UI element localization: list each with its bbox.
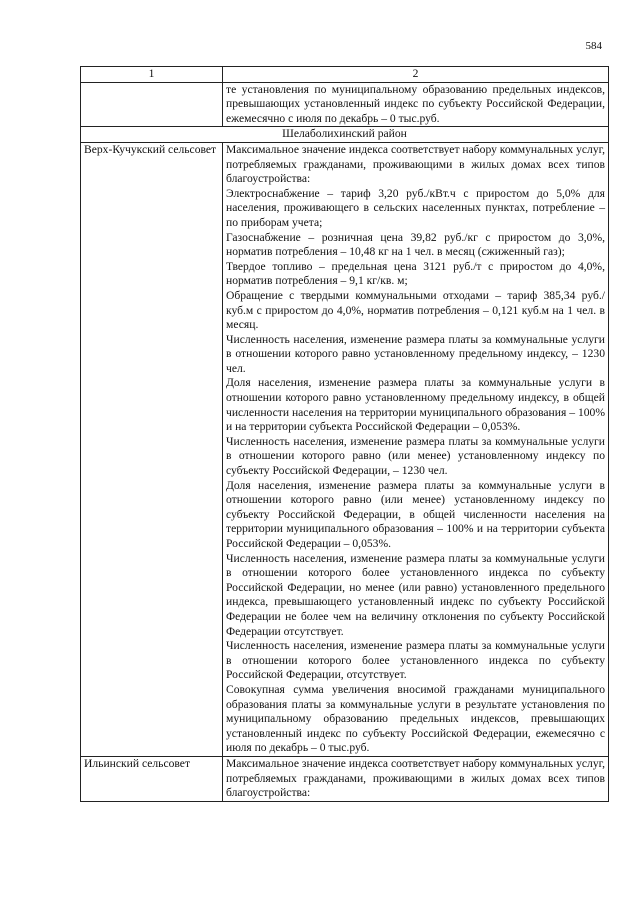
- paragraph: Совокупная сумма увеличения вносимой гражданами муниципального образования платы за коммунальные услуги в результате установления по муниципальному образованию предельных индексов, превышающих установленный индекс по субъекту Российской Федерации, ежемесячно с июля по декабрь – 0 тыс.руб.: [226, 682, 605, 755]
- section-row: [81, 127, 609, 143]
- paragraph: Газоснабжение – розничная цена 39,82 руб./кг с приростом до 3,0%, норматив потребления – 10,48 кг на 1 чел. в месяц (сжиженный газ);: [226, 230, 605, 259]
- column-header-1: 1: [81, 67, 223, 83]
- table-row: [81, 756, 609, 801]
- paragraph: Численность населения, изменение размера платы за коммунальные услуги в отношении которого более установленного индекса по субъекту Российской Федерации, но менее (или равно) установленного предельного индекса, превышающего установленный индекс по субъекту Российской Федерации не более чем на величину отклонения по субъекту Российской Федерации отсутствует.: [226, 551, 605, 638]
- paragraph: Численность населения, изменение размера платы за коммунальные услуги в отношении которого равно установленному предельному индексу, – 1230 чел.: [226, 332, 605, 375]
- paragraph: Максимальное значение индекса соответствует набору коммунальных услуг, потребляемых гражданами, проживающими в жилых домах всех типов благоустройства:: [226, 756, 605, 800]
- paragraph: Обращение с твердыми коммунальными отходами – тариф 385,34 руб./куб.м с приростом до 4,0%, норматив потребления – 0,121 куб.м на 1 чел. в месяц.: [226, 288, 605, 332]
- column-header-2: 2: [223, 67, 609, 83]
- empty-cell: [81, 82, 223, 127]
- municipality-name: Верх-Кучукский сельсовет: [81, 142, 223, 756]
- paragraph: Численность населения, изменение размера платы за коммунальные услуги в отношении которого равно (или менее) установленному индексу по субъекту Российской Федерации, – 1230 чел.: [226, 434, 605, 478]
- municipality-name: Ильинский сельсовет: [81, 756, 223, 801]
- table-header-row: [81, 67, 609, 83]
- paragraph: Доля населения, изменение размера платы за коммунальные услуги в отношении которого равно установленному предельному индексу, в общей численности населения на территории муниципального образования – 100% и на территории субъекта Российской Федерации – 0,053%.: [226, 376, 605, 434]
- table-row: [81, 82, 609, 127]
- tariff-table: [80, 66, 609, 802]
- section-title: Шелаболихинский район: [81, 127, 609, 143]
- paragraph: Максимальное значение индекса соответствует набору коммунальных услуг, потребляемых гражданами, проживающими в жилых домах всех типов благоустройства:: [226, 142, 605, 186]
- paragraph: Численность населения, изменение размера платы за коммунальные услуги в отношении которого более установленного индекса по субъекту Российской Федерации, отсутствует.: [226, 639, 605, 682]
- description-cell: [223, 756, 609, 801]
- page-number: 584: [585, 40, 602, 52]
- continuation-cell: [223, 82, 609, 127]
- paragraph: Электроснабжение – тариф 3,20 руб./кВт.ч с приростом до 5,0% для населения, проживающего в сельских населенных пунктах, потребление – по приборам учета;: [226, 186, 605, 229]
- continuation-text: те установления по муниципальному образованию предельных индексов, превышающих установленный индекс по субъекту Российской Федерации, ежемесячно с июля по декабрь – 0 тыс.руб.: [226, 82, 605, 125]
- description-cell: [223, 142, 609, 756]
- paragraph: Твердое топливо – предельная цена 3121 руб./т с приростом до 4,0%, норматив потребления – 9,1 кг/кв. м;: [226, 259, 605, 288]
- table-row: [81, 142, 609, 756]
- paragraph: Доля населения, изменение размера платы за коммунальные услуги в отношении которого равно (или менее) установленному индексу по субъекту Российской Федерации, в общей численности населения на территории муниципального образования – 100% и на территории субъекта Российской Федерации – 0,053%.: [226, 478, 605, 550]
